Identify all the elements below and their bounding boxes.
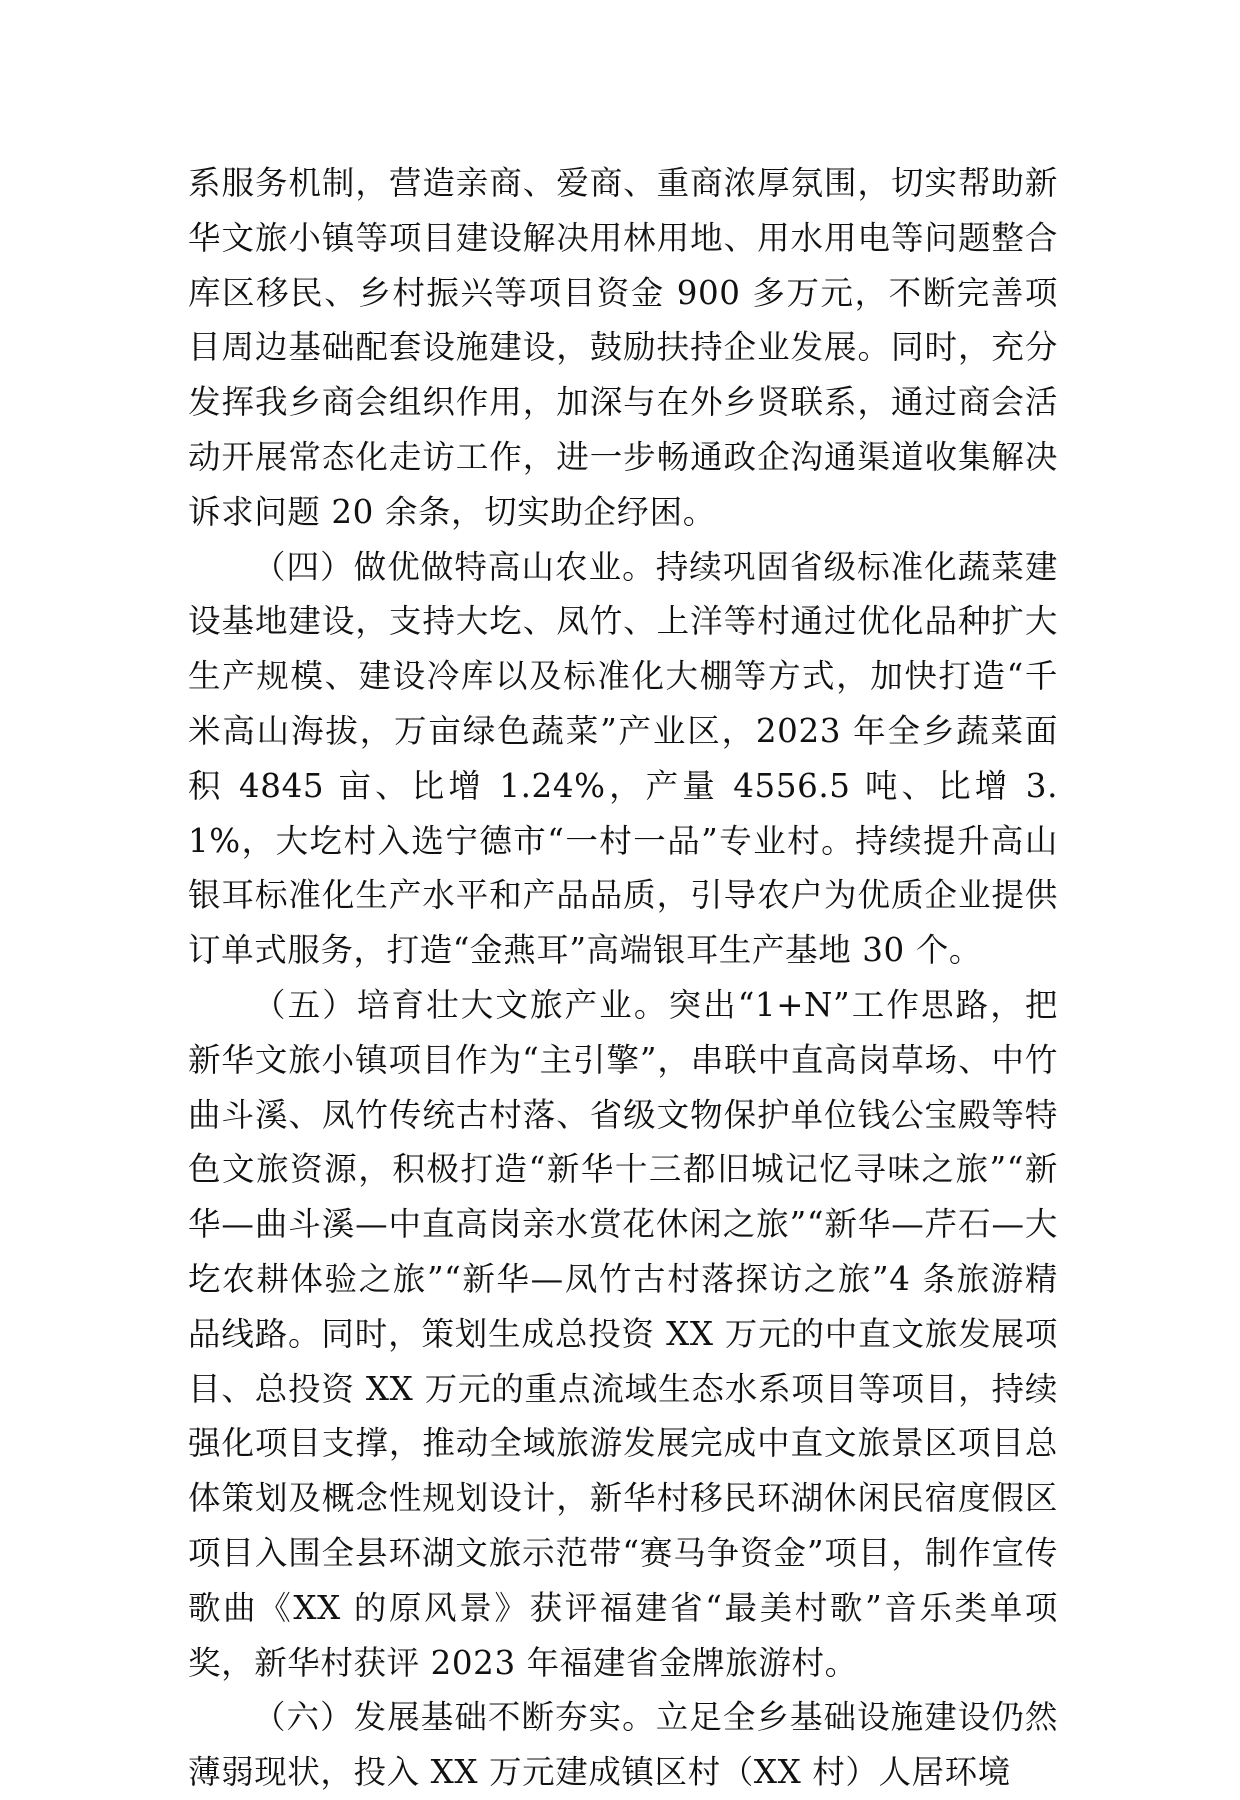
paragraph-highland-agriculture: （四）做优做特高山农业。持续巩固省级标准化蔬菜建设基地建设，支持大圪、凤竹、上洋等村通过优化品种扩大生产规模、建设冷库以及标准化大棚等方式，加快打造“千米高山海拔，万亩绿色蔬菜”产业区，2023 年全乡蔬菜面积 4845 亩、比增 1.24%，产量 4556.5 吨、比增 3.1%，大圪村入选宁德市“一村一品”专业村。持续提升高山银耳标准化生产水平和产品品质，引导农户为优质企业提供订单式服务，打造“金燕耳”高端银耳生产基地 30 个。: [188, 547, 1058, 970]
paragraph-infrastructure: （六）发展基础不断夯实。立足全乡基础设施建设仍然薄弱现状，投入 XX 万元建成镇区村（XX 村）人居环境: [188, 1698, 1058, 1792]
paragraph-enterprise-service: 系服务机制，营造亲商、爱商、重商浓厚氛围，切实帮助新华文旅小镇等项目建设解决用林用地、用水用电等问题整合库区移民、乡村振兴等项目资金 900 多万元，不断完善项目周边基础配套设施建设，鼓励扶持企业发展。同时，充分发挥我乡商会组织作用，加深与在外乡贤联系，通过商会活动开展常态化走访工作，进一步畅通政企沟通渠道收集解决诉求问题 20 余条，切实助企纾困。: [188, 164, 1058, 531]
paragraph-cultural-tourism: （五）培育壮大文旅产业。突出“1+N”工作思路，把新华文旅小镇项目作为“主引擎”，串联中直高岗草场、中竹曲斗溪、凤竹传统古村落、省级文物保护单位钱公宝殿等特色文旅资源，积极打造“新华十三都旧城记忆寻味之旅”“新华—曲斗溪—中直高岗亲水赏花休闲之旅”“新华—芹石—大圪农耕体验之旅”“新华—凤竹古村落探访之旅”4 条旅游精品线路。同时，策划生成总投资 XX 万元的中直文旅发展项目、总投资 XX 万元的重点流域生态水系项目等项目，持续强化项目支撑，推动全域旅游发展完成中直文旅景区项目总体策划及概念性规划设计，新华村移民环湖休闲民宿度假区项目入围全县环湖文旅示范带“赛马争资金”项目，制作宣传歌曲《XX 的原风景》获评福建省“最美村歌”音乐类单项奖，新华村获评 2023 年福建省金牌旅游村。: [188, 985, 1058, 1682]
document-page: [188, 156, 1058, 1800]
